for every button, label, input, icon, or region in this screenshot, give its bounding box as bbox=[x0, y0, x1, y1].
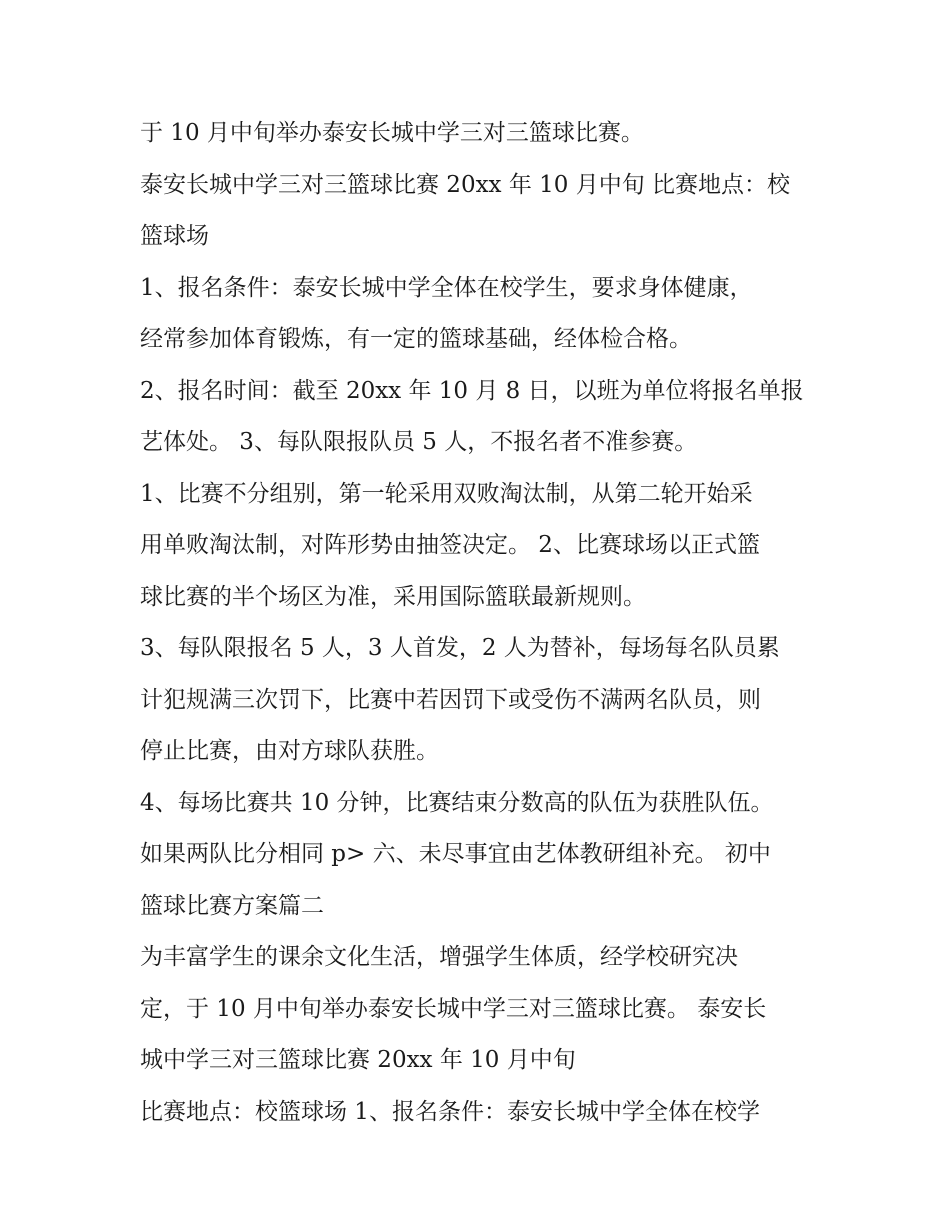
text-line: 泰安长城中学三对三篮球比赛 20xx 年 10 月中旬 比赛地点：校 bbox=[140, 171, 791, 198]
text-line: 1、报名条件：泰安长城中学全体在校学生，要求身体健康， bbox=[140, 274, 753, 301]
text-line: 篮球场 bbox=[140, 223, 209, 249]
text-line: 如果两队比分相同 p> 六、未尽事宜由艺体教研组补充。 初中 bbox=[140, 841, 771, 867]
text-line: 经常参加体育锻炼，有一定的篮球基础，经体检合格。 bbox=[140, 326, 692, 352]
document-body bbox=[140, 108, 820, 1138]
text-line: 于 10 月中旬举办泰安长城中学三对三篮球比赛。 bbox=[140, 120, 644, 146]
text-line: 计犯规满三次罚下，比赛中若因罚下或受伤不满两名队员，则 bbox=[140, 686, 761, 713]
section-heading: 篮球比赛方案篇二 bbox=[140, 892, 324, 919]
text-line: 定，于 10 月中旬举办泰安长城中学三对三篮球比赛。 泰安长 bbox=[140, 995, 767, 1022]
text-line: 1、比赛不分组别，第一轮采用双败淘汰制，从第二轮开始采 bbox=[140, 480, 753, 507]
text-line: 球比赛的半个场区为准，采用国际篮联最新规则。 bbox=[140, 583, 646, 610]
text-line: 2、报名时间：截至 20xx 年 10 月 8 日，以班为单位将报名单报 bbox=[140, 377, 804, 404]
text-line: 比赛地点：校篮球场 1、报名条件：泰安长城中学全体在校学 bbox=[140, 1098, 760, 1125]
text-line: 用单败淘汰制，对阵形势由抽签决定。 2、比赛球场以正式篮 bbox=[140, 532, 760, 558]
text-line: 城中学三对三篮球比赛 20xx 年 10 月中旬 bbox=[140, 1047, 576, 1073]
text-line: 3、每队限报名 5 人，3 人首发，2 人为替补，每场每名队员累 bbox=[140, 635, 780, 661]
text-line: 4、每场比赛共 10 分钟，比赛结束分数高的队伍为获胜队伍。 bbox=[140, 789, 774, 816]
text-line: 停止比赛，由对方球队获胜。 bbox=[140, 738, 439, 764]
text-line: 为丰富学生的课余文化生活，增强学生体质，经学校研究决 bbox=[140, 944, 738, 970]
text-line: 艺体处。 3、每队限报队员 5 人，不报名者不准参赛。 bbox=[140, 429, 698, 455]
